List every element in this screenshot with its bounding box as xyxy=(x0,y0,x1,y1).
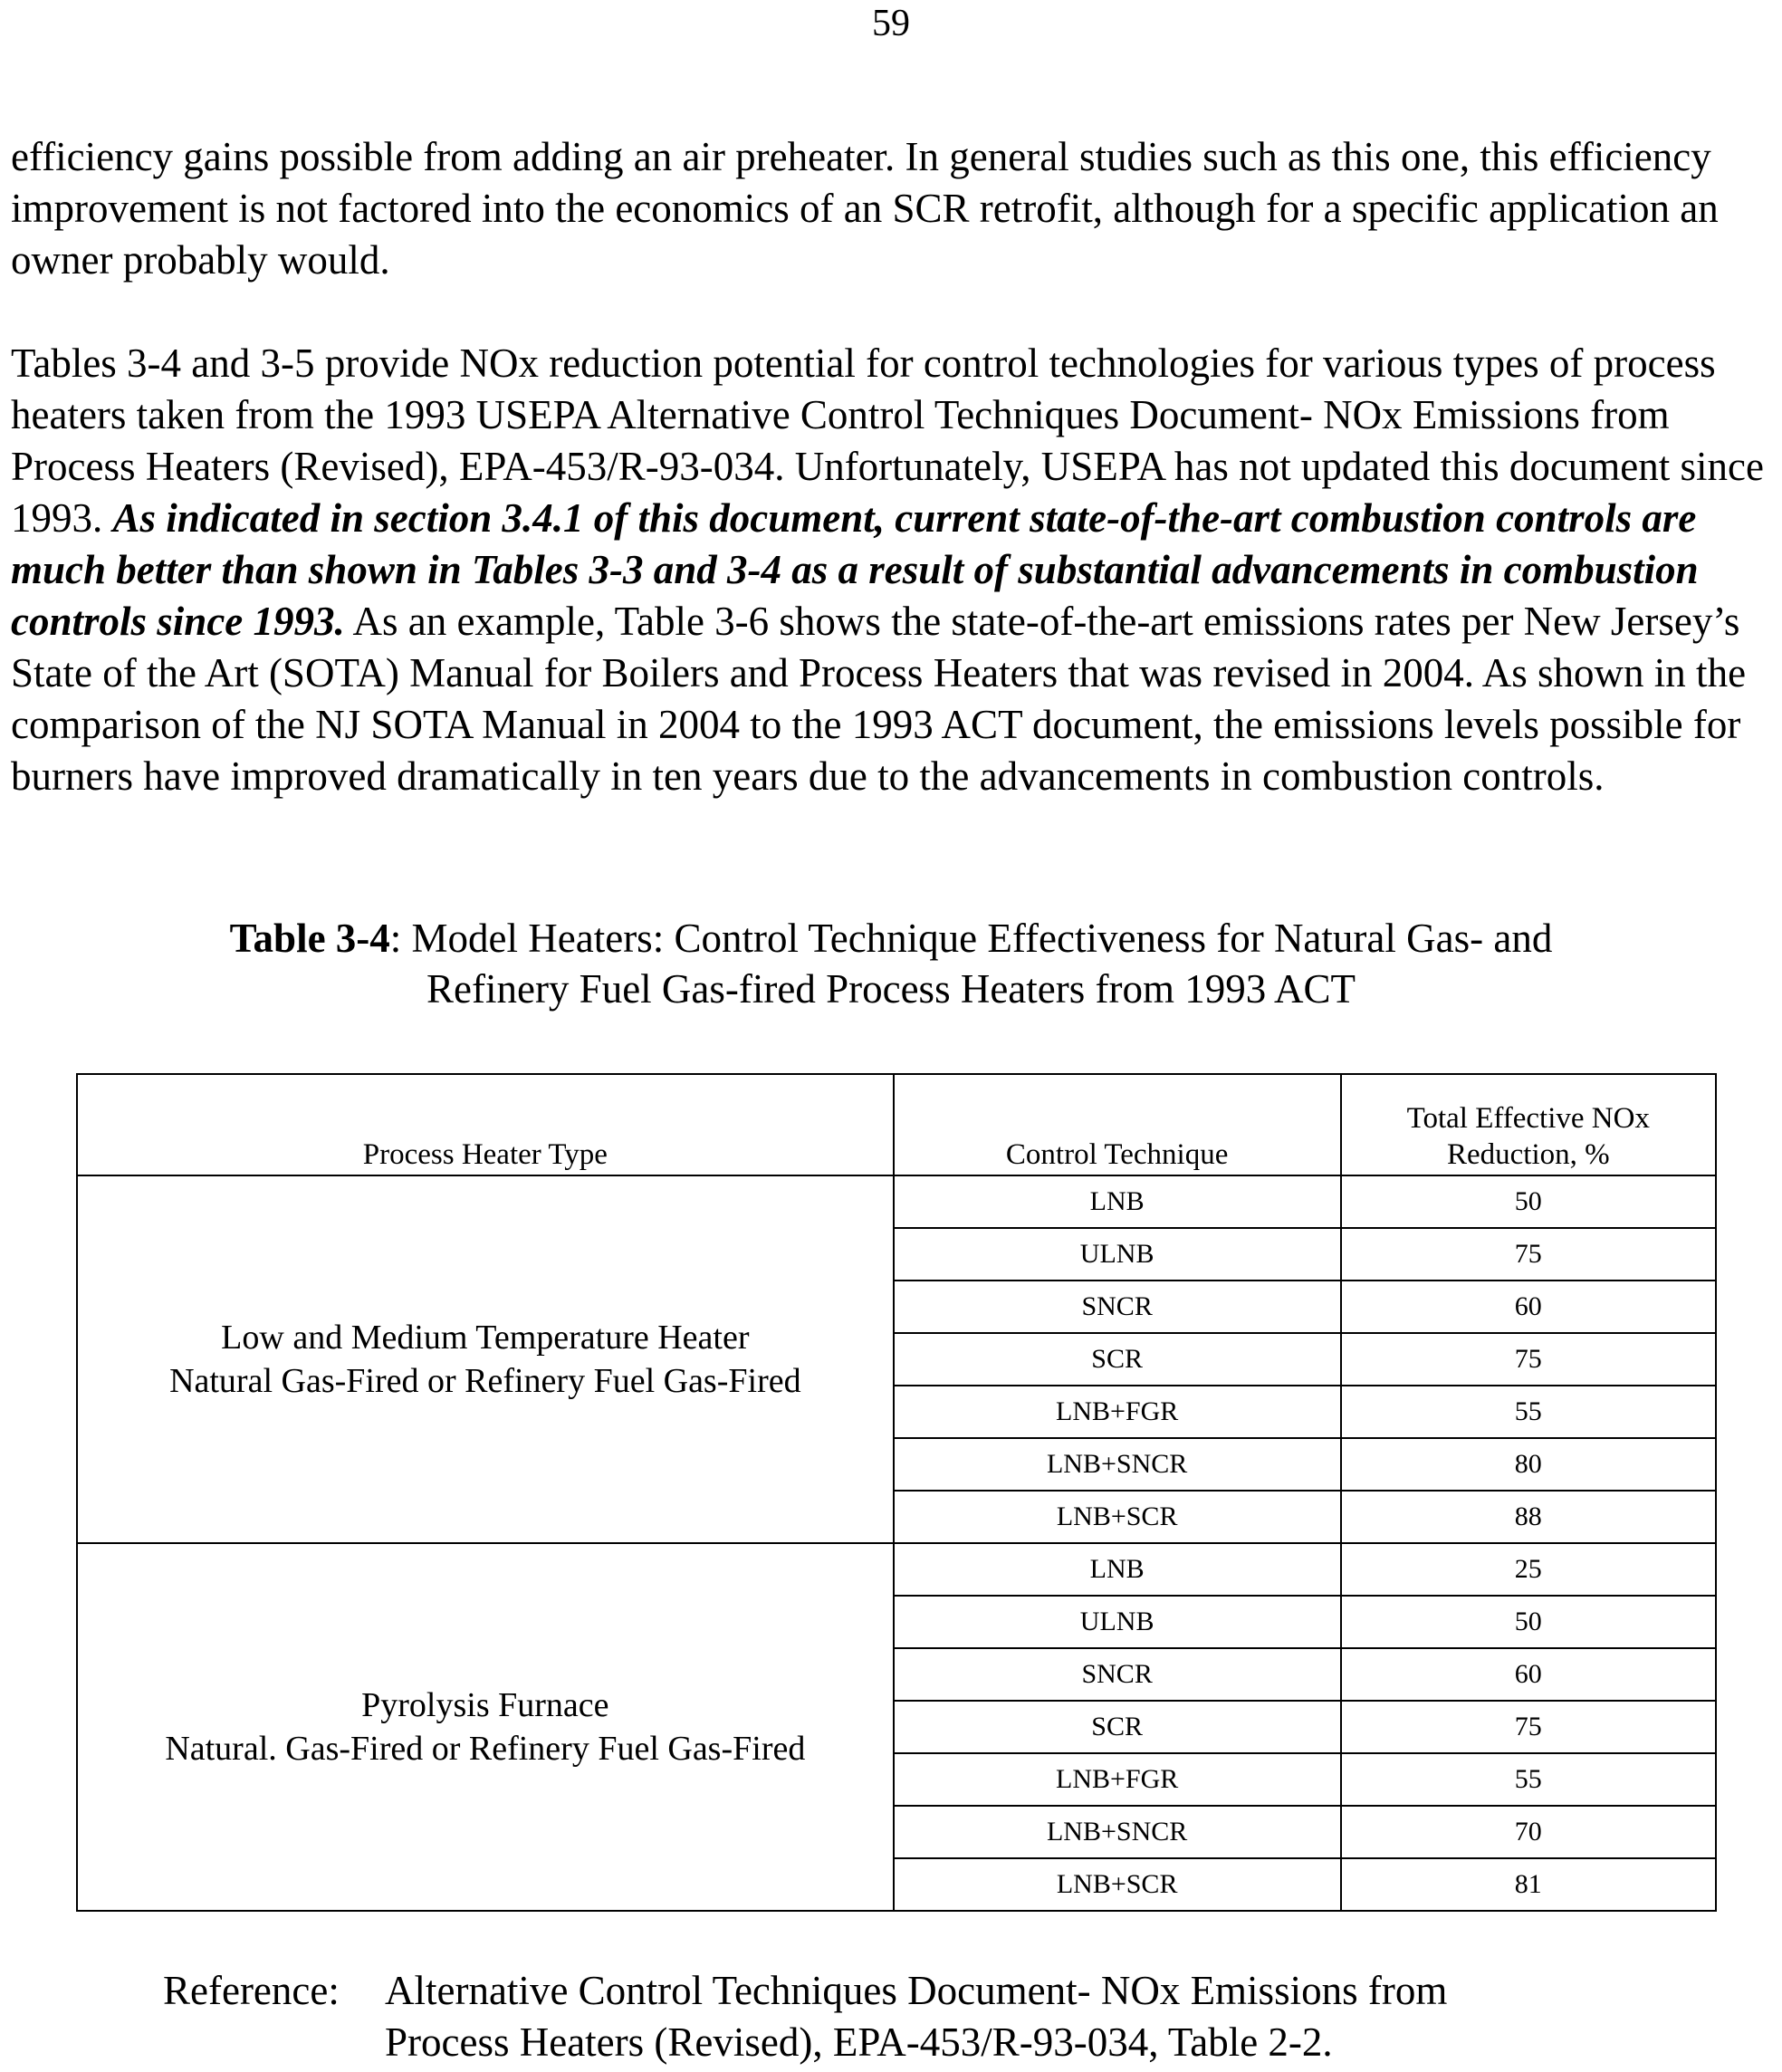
control-technique-cell: SCR xyxy=(894,1701,1341,1753)
header-total-reduction xyxy=(1341,1074,1716,1175)
paragraph-1: efficiency gains possible from adding an air preheater. In general studies such as this one, this efficiency improvement is not factored into the economics of an SCR retrofit, although for a specific application an owner probably would. xyxy=(11,134,1719,283)
control-technique-cell: SNCR xyxy=(894,1648,1341,1701)
table-caption-line-1 xyxy=(0,913,1782,964)
reference-label: Reference: xyxy=(163,1968,340,2013)
reduction-cell: 81 xyxy=(1341,1858,1716,1911)
reduction-cell: 80 xyxy=(1341,1438,1716,1491)
control-technique-cell: LNB+FGR xyxy=(894,1386,1341,1438)
heater-type-pyrolysis xyxy=(77,1543,894,1911)
control-technique-cell: LNB+FGR xyxy=(894,1753,1341,1806)
paragraph-2 xyxy=(11,338,1777,802)
reduction-cell: 60 xyxy=(1341,1281,1716,1333)
control-technique-cell: SNCR xyxy=(894,1281,1341,1333)
control-technique-cell: ULNB xyxy=(894,1596,1341,1648)
heater-type-line-1: Pyrolysis Furnace xyxy=(361,1686,609,1724)
reduction-cell: 60 xyxy=(1341,1648,1716,1701)
reference xyxy=(163,1965,1671,2068)
reduction-cell: 75 xyxy=(1341,1228,1716,1281)
table-caption-label: Table 3-4 xyxy=(229,916,390,961)
header-process-heater-type: Process Heater Type xyxy=(77,1074,894,1175)
reduction-cell: 75 xyxy=(1341,1333,1716,1386)
reduction-cell: 55 xyxy=(1341,1753,1716,1806)
table-row xyxy=(77,1543,1716,1596)
control-technique-table xyxy=(76,1073,1717,1912)
control-technique-cell: LNB+SCR xyxy=(894,1491,1341,1543)
table-caption-line-2: Refinery Fuel Gas-fired Process Heaters from 1993 ACT xyxy=(426,966,1356,1012)
reduction-cell: 25 xyxy=(1341,1543,1716,1596)
table-caption-title: : Model Heaters: Control Technique Effectiveness for Natural Gas- and xyxy=(389,916,1553,961)
control-technique-cell: SCR xyxy=(894,1333,1341,1386)
control-technique-cell: LNB xyxy=(894,1175,1341,1228)
header-control-technique: Control Technique xyxy=(894,1074,1341,1175)
reduction-cell: 88 xyxy=(1341,1491,1716,1543)
control-technique-cell: LNB xyxy=(894,1543,1341,1596)
heater-type-line-1: Low and Medium Temperature Heater xyxy=(221,1319,750,1357)
heater-type-low-medium xyxy=(77,1175,894,1543)
reduction-cell: 70 xyxy=(1341,1806,1716,1858)
reduction-cell: 55 xyxy=(1341,1386,1716,1438)
table-header-row xyxy=(77,1074,1716,1175)
paragraph-2-text: Tables 3-4 and 3-5 provide NOx reduction potential for control technologies for various types of process heaters taken from the 1993 USEPA Alternative Control Techniques Document- NOx Emissions from Process Heaters (Revised), EPA-453/R-93-034. Unfortunately, USEPA has not updated this document since 1993. xyxy=(11,341,1764,541)
control-technique-cell: LNB+SNCR xyxy=(894,1806,1341,1858)
reduction-cell: 50 xyxy=(1341,1596,1716,1648)
control-technique-cell: ULNB xyxy=(894,1228,1341,1281)
page-number: 59 xyxy=(872,3,910,44)
paragraph-2-emphasis: As indicated in section 3.4.1 of this document, current state-of-the-art combustion controls are much better than shown in Tables 3-3 and 3-4 as a result of substantial advancements in combustion controls since 1993. xyxy=(11,495,1699,644)
heater-type-line-2: Natural. Gas-Fired or Refinery Fuel Gas-Fired xyxy=(165,1730,806,1768)
reference-line-1: Alternative Control Techniques Document- NOx Emissions from xyxy=(385,1968,1448,2013)
header-total-reduction-line-2: Reduction, % xyxy=(1446,1138,1610,1171)
reduction-cell: 50 xyxy=(1341,1175,1716,1228)
control-technique-cell: LNB+SNCR xyxy=(894,1438,1341,1491)
heater-type-line-2: Natural Gas-Fired or Refinery Fuel Gas-Fired xyxy=(169,1362,801,1400)
reference-line-2: Process Heaters (Revised), EPA-453/R-93-034, Table 2-2. xyxy=(385,2019,1333,2065)
table-row xyxy=(77,1175,1716,1228)
reduction-cell: 75 xyxy=(1341,1701,1716,1753)
header-total-reduction-line-1: Total Effective NOx xyxy=(1406,1102,1650,1135)
control-technique-cell: LNB+SCR xyxy=(894,1858,1341,1911)
paragraph-2-text-after: As an example, Table 3-6 shows the state-of-the-art emissions rates per New Jersey’s State of the Art (SOTA) Manual for Boilers and Process Heaters that was revised in 2004. As shown in the comparison of the NJ SOTA Manual in 2004 to the 1993 ACT document, the emissions levels possible for burners have improved dramatically in ten years due to the advancements in combustion controls. xyxy=(11,599,1747,799)
reference-text xyxy=(385,1965,1671,2068)
table-caption xyxy=(0,913,1782,1014)
